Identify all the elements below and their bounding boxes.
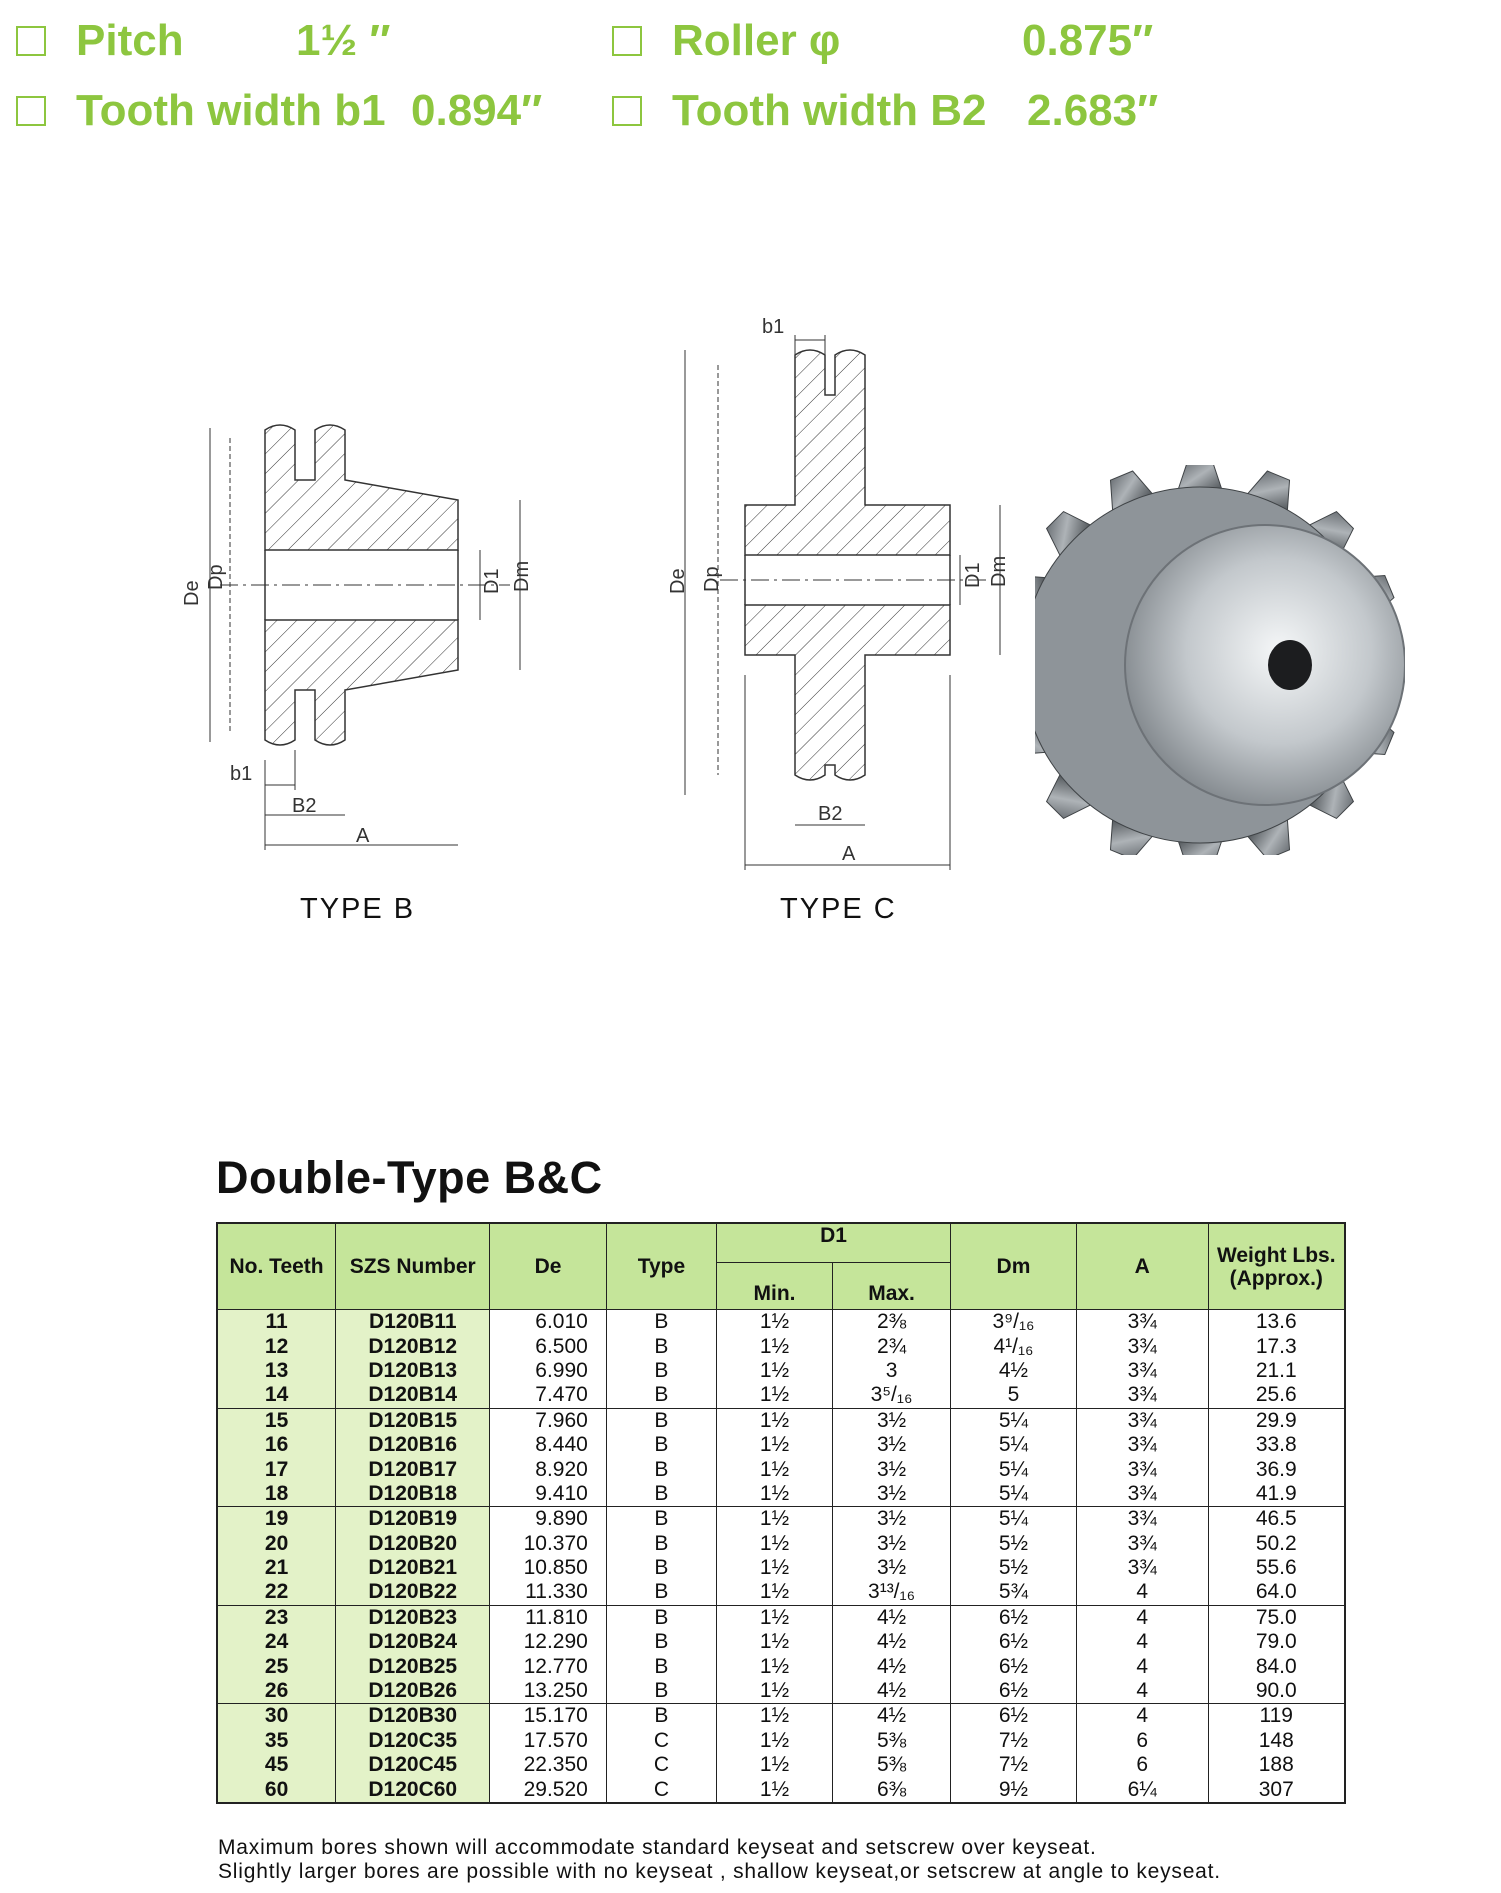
cell-weight: 188 bbox=[1208, 1753, 1345, 1777]
cell-number: D120B25 bbox=[336, 1654, 490, 1678]
cell-type: B bbox=[606, 1679, 716, 1704]
cell-number: D120B15 bbox=[336, 1408, 490, 1433]
cell-number: D120C45 bbox=[336, 1753, 490, 1777]
cell-teeth: 12 bbox=[217, 1334, 336, 1358]
cell-type: B bbox=[606, 1482, 716, 1507]
cell-teeth: 16 bbox=[217, 1433, 336, 1457]
cell-a: 3¾ bbox=[1076, 1334, 1208, 1358]
cell-teeth: 23 bbox=[217, 1605, 336, 1630]
table-row bbox=[217, 1507, 1345, 1532]
table-row bbox=[217, 1457, 1345, 1481]
cell-teeth: 35 bbox=[217, 1729, 336, 1753]
header-teeth: No. Teeth bbox=[217, 1223, 336, 1310]
cell-d1-max: 3½ bbox=[833, 1457, 951, 1481]
table-body bbox=[217, 1310, 1345, 1803]
cell-teeth: 19 bbox=[217, 1507, 336, 1532]
cell-de: 6.990 bbox=[490, 1359, 607, 1383]
cell-number: D120C60 bbox=[336, 1777, 490, 1802]
cell-a: 3¾ bbox=[1076, 1457, 1208, 1481]
cell-type: B bbox=[606, 1654, 716, 1678]
checkbox-icon bbox=[16, 26, 46, 56]
cell-dm: 5¼ bbox=[951, 1408, 1077, 1433]
dim-dm: Dm bbox=[511, 560, 533, 592]
cell-d1-max: 3 bbox=[833, 1359, 951, 1383]
type-c-drawing bbox=[660, 315, 1020, 875]
table-row bbox=[217, 1605, 1345, 1630]
cell-teeth: 22 bbox=[217, 1580, 336, 1605]
cell-a: 6 bbox=[1076, 1753, 1208, 1777]
cell-type: B bbox=[606, 1310, 716, 1335]
cell-dm: 5¼ bbox=[951, 1457, 1077, 1481]
cell-type: B bbox=[606, 1704, 716, 1729]
cell-teeth: 26 bbox=[217, 1679, 336, 1704]
table-row bbox=[217, 1679, 1345, 1704]
dim-dp: Dp bbox=[701, 566, 723, 592]
cell-d1-max: 2⅜ bbox=[833, 1310, 951, 1335]
cell-type: B bbox=[606, 1408, 716, 1433]
footnote-1: Maximum bores shown will accommodate standard keyseat and setscrew over keyseat. bbox=[218, 1836, 1097, 1859]
cell-de: 6.500 bbox=[490, 1334, 607, 1358]
cell-teeth: 24 bbox=[217, 1630, 336, 1654]
cell-d1-max: 3¹³/₁₆ bbox=[833, 1580, 951, 1605]
dim-dm: Dm bbox=[988, 555, 1010, 587]
cell-weight: 41.9 bbox=[1208, 1482, 1345, 1507]
cell-number: D120B26 bbox=[336, 1679, 490, 1704]
cell-de: 12.290 bbox=[490, 1630, 607, 1654]
cell-weight: 84.0 bbox=[1208, 1654, 1345, 1678]
cell-d1-max: 2¾ bbox=[833, 1334, 951, 1358]
cell-dm: 5 bbox=[951, 1383, 1077, 1408]
cell-a: 3¾ bbox=[1076, 1482, 1208, 1507]
cell-de: 29.520 bbox=[490, 1777, 607, 1802]
cell-d1-min: 1½ bbox=[717, 1580, 833, 1605]
cell-weight: 64.0 bbox=[1208, 1580, 1345, 1605]
cell-type: B bbox=[606, 1532, 716, 1556]
cell-weight: 17.3 bbox=[1208, 1334, 1345, 1358]
header-de: De bbox=[490, 1223, 607, 1310]
cell-weight: 148 bbox=[1208, 1729, 1345, 1753]
cell-de: 13.250 bbox=[490, 1679, 607, 1704]
cell-type: B bbox=[606, 1334, 716, 1358]
dim-dp: Dp bbox=[205, 564, 227, 590]
cell-de: 15.170 bbox=[490, 1704, 607, 1729]
cell-d1-min: 1½ bbox=[717, 1408, 833, 1433]
cell-weight: 36.9 bbox=[1208, 1457, 1345, 1481]
cell-a: 4 bbox=[1076, 1630, 1208, 1654]
cell-d1-max: 6⅜ bbox=[833, 1777, 951, 1802]
cell-dm: 5¼ bbox=[951, 1482, 1077, 1507]
cell-de: 7.470 bbox=[490, 1383, 607, 1408]
cell-d1-min: 1½ bbox=[717, 1556, 833, 1580]
cell-dm: 5¾ bbox=[951, 1580, 1077, 1605]
spec-tooth-width-b2 bbox=[612, 86, 1159, 136]
cell-type: B bbox=[606, 1383, 716, 1408]
dim-b2: B2 bbox=[292, 795, 317, 817]
cell-d1-min: 1½ bbox=[717, 1334, 833, 1358]
checkbox-icon bbox=[612, 26, 642, 56]
spec-roller bbox=[612, 16, 1154, 66]
cell-type: B bbox=[606, 1605, 716, 1630]
cell-teeth: 20 bbox=[217, 1532, 336, 1556]
dim-b1: b1 bbox=[762, 316, 785, 338]
b1-value: 0.894″ bbox=[411, 86, 543, 135]
cell-dm: 6½ bbox=[951, 1630, 1077, 1654]
cell-d1-min: 1½ bbox=[717, 1679, 833, 1704]
cell-weight: 79.0 bbox=[1208, 1630, 1345, 1654]
sprocket-spec-table bbox=[216, 1222, 1346, 1804]
b1-label: Tooth width b1 bbox=[76, 86, 386, 135]
cell-number: D120B13 bbox=[336, 1359, 490, 1383]
cell-d1-max: 3½ bbox=[833, 1408, 951, 1433]
header-weight: Weight Lbs. (Approx.) bbox=[1208, 1223, 1345, 1310]
cell-type: B bbox=[606, 1507, 716, 1532]
cell-dm: 9½ bbox=[951, 1777, 1077, 1802]
cell-a: 4 bbox=[1076, 1679, 1208, 1704]
table-row bbox=[217, 1753, 1345, 1777]
cell-teeth: 11 bbox=[217, 1310, 336, 1335]
table-row bbox=[217, 1704, 1345, 1729]
cell-d1-max: 4½ bbox=[833, 1679, 951, 1704]
checkbox-icon bbox=[16, 96, 46, 126]
pitch-label: Pitch bbox=[76, 16, 184, 65]
dim-a: A bbox=[356, 825, 370, 847]
dim-b2: B2 bbox=[818, 803, 843, 825]
cell-a: 4 bbox=[1076, 1654, 1208, 1678]
cell-type: B bbox=[606, 1359, 716, 1383]
sprocket-photo bbox=[1035, 465, 1405, 855]
cell-de: 6.010 bbox=[490, 1310, 607, 1335]
dim-de: De bbox=[181, 580, 203, 606]
cell-dm: 6½ bbox=[951, 1704, 1077, 1729]
cell-d1-min: 1½ bbox=[717, 1310, 833, 1335]
checkbox-icon bbox=[612, 96, 642, 126]
cell-number: D120B22 bbox=[336, 1580, 490, 1605]
cell-teeth: 60 bbox=[217, 1777, 336, 1802]
header-number: SZS Number bbox=[336, 1223, 490, 1310]
cell-a: 4 bbox=[1076, 1605, 1208, 1630]
cell-weight: 25.6 bbox=[1208, 1383, 1345, 1408]
b2-label: Tooth width B2 bbox=[672, 86, 987, 135]
cell-a: 3¾ bbox=[1076, 1359, 1208, 1383]
cell-d1-max: 3½ bbox=[833, 1433, 951, 1457]
cell-weight: 13.6 bbox=[1208, 1310, 1345, 1335]
cell-d1-min: 1½ bbox=[717, 1482, 833, 1507]
cell-a: 4 bbox=[1076, 1704, 1208, 1729]
cell-d1-min: 1½ bbox=[717, 1383, 833, 1408]
cell-d1-min: 1½ bbox=[717, 1457, 833, 1481]
cell-type: C bbox=[606, 1753, 716, 1777]
table-row bbox=[217, 1556, 1345, 1580]
cell-teeth: 17 bbox=[217, 1457, 336, 1481]
cell-dm: 7½ bbox=[951, 1729, 1077, 1753]
pitch-value: 1½ ″ bbox=[296, 16, 391, 65]
cell-number: D120B17 bbox=[336, 1457, 490, 1481]
cell-teeth: 14 bbox=[217, 1383, 336, 1408]
cell-number: D120B19 bbox=[336, 1507, 490, 1532]
cell-dm: 3⁹/₁₆ bbox=[951, 1310, 1077, 1335]
cell-d1-max: 4½ bbox=[833, 1630, 951, 1654]
cell-de: 11.810 bbox=[490, 1605, 607, 1630]
cell-de: 8.920 bbox=[490, 1457, 607, 1481]
cell-de: 9.890 bbox=[490, 1507, 607, 1532]
cell-type: B bbox=[606, 1580, 716, 1605]
cell-teeth: 13 bbox=[217, 1359, 336, 1383]
cell-type: B bbox=[606, 1457, 716, 1481]
cell-weight: 55.6 bbox=[1208, 1556, 1345, 1580]
cell-d1-min: 1½ bbox=[717, 1654, 833, 1678]
spec-tooth-width-b1 bbox=[16, 86, 543, 136]
cell-de: 17.570 bbox=[490, 1729, 607, 1753]
spec-pitch bbox=[16, 16, 391, 66]
table-row bbox=[217, 1532, 1345, 1556]
header-d1-min: Min. bbox=[717, 1263, 833, 1310]
cell-a: 3¾ bbox=[1076, 1310, 1208, 1335]
cell-dm: 5¼ bbox=[951, 1433, 1077, 1457]
cell-d1-max: 3⁵/₁₆ bbox=[833, 1383, 951, 1408]
dim-d1: D1 bbox=[481, 568, 503, 594]
cell-number: D120B24 bbox=[336, 1630, 490, 1654]
cell-d1-max: 3½ bbox=[833, 1507, 951, 1532]
cell-number: D120B21 bbox=[336, 1556, 490, 1580]
header-type: Type bbox=[606, 1223, 716, 1310]
cell-d1-min: 1½ bbox=[717, 1704, 833, 1729]
cell-de: 11.330 bbox=[490, 1580, 607, 1605]
table-row bbox=[217, 1654, 1345, 1678]
type-b-label: TYPE B bbox=[300, 893, 416, 925]
cell-a: 4 bbox=[1076, 1580, 1208, 1605]
cell-de: 10.850 bbox=[490, 1556, 607, 1580]
cell-number: D120B16 bbox=[336, 1433, 490, 1457]
cell-d1-min: 1½ bbox=[717, 1729, 833, 1753]
b2-value: 2.683″ bbox=[1027, 86, 1159, 135]
cell-type: B bbox=[606, 1630, 716, 1654]
dim-de: De bbox=[667, 568, 689, 594]
cell-a: 3¾ bbox=[1076, 1507, 1208, 1532]
cell-d1-min: 1½ bbox=[717, 1433, 833, 1457]
cell-type: C bbox=[606, 1729, 716, 1753]
cell-d1-min: 1½ bbox=[717, 1359, 833, 1383]
type-c-label: TYPE C bbox=[780, 893, 897, 925]
cell-weight: 46.5 bbox=[1208, 1507, 1345, 1532]
cell-dm: 4½ bbox=[951, 1359, 1077, 1383]
footnote-2: Slightly larger bores are possible with no keyseat , shallow keyseat,or setscrew at angle to keyseat. bbox=[218, 1860, 1221, 1883]
cell-number: D120C35 bbox=[336, 1729, 490, 1753]
cell-teeth: 25 bbox=[217, 1654, 336, 1678]
cell-weight: 75.0 bbox=[1208, 1605, 1345, 1630]
cell-a: 3¾ bbox=[1076, 1408, 1208, 1433]
header-d1-max: Max. bbox=[833, 1263, 951, 1310]
roller-value: 0.875″ bbox=[1022, 16, 1154, 65]
cell-d1-min: 1½ bbox=[717, 1753, 833, 1777]
cell-type: B bbox=[606, 1556, 716, 1580]
roller-label: Roller φ bbox=[672, 16, 841, 65]
cell-de: 7.960 bbox=[490, 1408, 607, 1433]
cell-d1-min: 1½ bbox=[717, 1532, 833, 1556]
header-dm: Dm bbox=[951, 1223, 1077, 1310]
table-row bbox=[217, 1408, 1345, 1433]
cell-dm: 6½ bbox=[951, 1679, 1077, 1704]
cell-weight: 307 bbox=[1208, 1777, 1345, 1802]
cell-a: 3¾ bbox=[1076, 1532, 1208, 1556]
cell-number: D120B14 bbox=[336, 1383, 490, 1408]
cell-dm: 4¹/₁₆ bbox=[951, 1334, 1077, 1358]
cell-number: D120B20 bbox=[336, 1532, 490, 1556]
cell-dm: 5¼ bbox=[951, 1507, 1077, 1532]
cell-d1-max: 3½ bbox=[833, 1482, 951, 1507]
cell-teeth: 18 bbox=[217, 1482, 336, 1507]
cell-number: D120B11 bbox=[336, 1310, 490, 1335]
table-row bbox=[217, 1433, 1345, 1457]
cell-d1-max: 3½ bbox=[833, 1556, 951, 1580]
cell-d1-min: 1½ bbox=[717, 1605, 833, 1630]
table-row bbox=[217, 1334, 1345, 1358]
header-a: A bbox=[1076, 1223, 1208, 1310]
cell-a: 6¼ bbox=[1076, 1777, 1208, 1802]
cell-type: C bbox=[606, 1777, 716, 1802]
cell-a: 3¾ bbox=[1076, 1383, 1208, 1408]
table-row bbox=[217, 1359, 1345, 1383]
table-title: Double-Type B&C bbox=[216, 1152, 603, 1203]
cell-de: 12.770 bbox=[490, 1654, 607, 1678]
cell-d1-max: 4½ bbox=[833, 1605, 951, 1630]
cell-d1-min: 1½ bbox=[717, 1507, 833, 1532]
header-d1: D1 bbox=[717, 1223, 951, 1263]
cell-weight: 90.0 bbox=[1208, 1679, 1345, 1704]
table-row bbox=[217, 1580, 1345, 1605]
cell-dm: 5½ bbox=[951, 1532, 1077, 1556]
cell-dm: 5½ bbox=[951, 1556, 1077, 1580]
cell-a: 3¾ bbox=[1076, 1433, 1208, 1457]
table-row bbox=[217, 1383, 1345, 1408]
cell-dm: 7½ bbox=[951, 1753, 1077, 1777]
cell-number: D120B12 bbox=[336, 1334, 490, 1358]
cell-a: 3¾ bbox=[1076, 1556, 1208, 1580]
bore-hole bbox=[1268, 640, 1312, 690]
cell-weight: 21.1 bbox=[1208, 1359, 1345, 1383]
cell-de: 22.350 bbox=[490, 1753, 607, 1777]
type-b-drawing bbox=[180, 420, 560, 890]
cell-teeth: 21 bbox=[217, 1556, 336, 1580]
cell-weight: 50.2 bbox=[1208, 1532, 1345, 1556]
cell-dm: 6½ bbox=[951, 1654, 1077, 1678]
cell-d1-max: 4½ bbox=[833, 1654, 951, 1678]
table-row bbox=[217, 1310, 1345, 1335]
cell-number: D120B23 bbox=[336, 1605, 490, 1630]
table-row bbox=[217, 1729, 1345, 1753]
cell-de: 8.440 bbox=[490, 1433, 607, 1457]
table-row bbox=[217, 1630, 1345, 1654]
cell-weight: 29.9 bbox=[1208, 1408, 1345, 1433]
cell-d1-min: 1½ bbox=[717, 1630, 833, 1654]
cell-teeth: 45 bbox=[217, 1753, 336, 1777]
cell-teeth: 30 bbox=[217, 1704, 336, 1729]
cell-d1-max: 5⅜ bbox=[833, 1729, 951, 1753]
cell-weight: 33.8 bbox=[1208, 1433, 1345, 1457]
cell-number: D120B18 bbox=[336, 1482, 490, 1507]
cell-de: 9.410 bbox=[490, 1482, 607, 1507]
cell-d1-min: 1½ bbox=[717, 1777, 833, 1802]
cell-d1-max: 4½ bbox=[833, 1704, 951, 1729]
dim-a: A bbox=[842, 843, 856, 865]
table-row bbox=[217, 1777, 1345, 1802]
cell-type: B bbox=[606, 1433, 716, 1457]
cell-dm: 6½ bbox=[951, 1605, 1077, 1630]
cell-d1-max: 5⅜ bbox=[833, 1753, 951, 1777]
cell-de: 10.370 bbox=[490, 1532, 607, 1556]
dim-d1: D1 bbox=[962, 562, 984, 588]
cell-d1-max: 3½ bbox=[833, 1532, 951, 1556]
cell-a: 6 bbox=[1076, 1729, 1208, 1753]
cell-number: D120B30 bbox=[336, 1704, 490, 1729]
dim-b1: b1 bbox=[230, 763, 253, 785]
cell-teeth: 15 bbox=[217, 1408, 336, 1433]
table-row bbox=[217, 1482, 1345, 1507]
cell-weight: 119 bbox=[1208, 1704, 1345, 1729]
